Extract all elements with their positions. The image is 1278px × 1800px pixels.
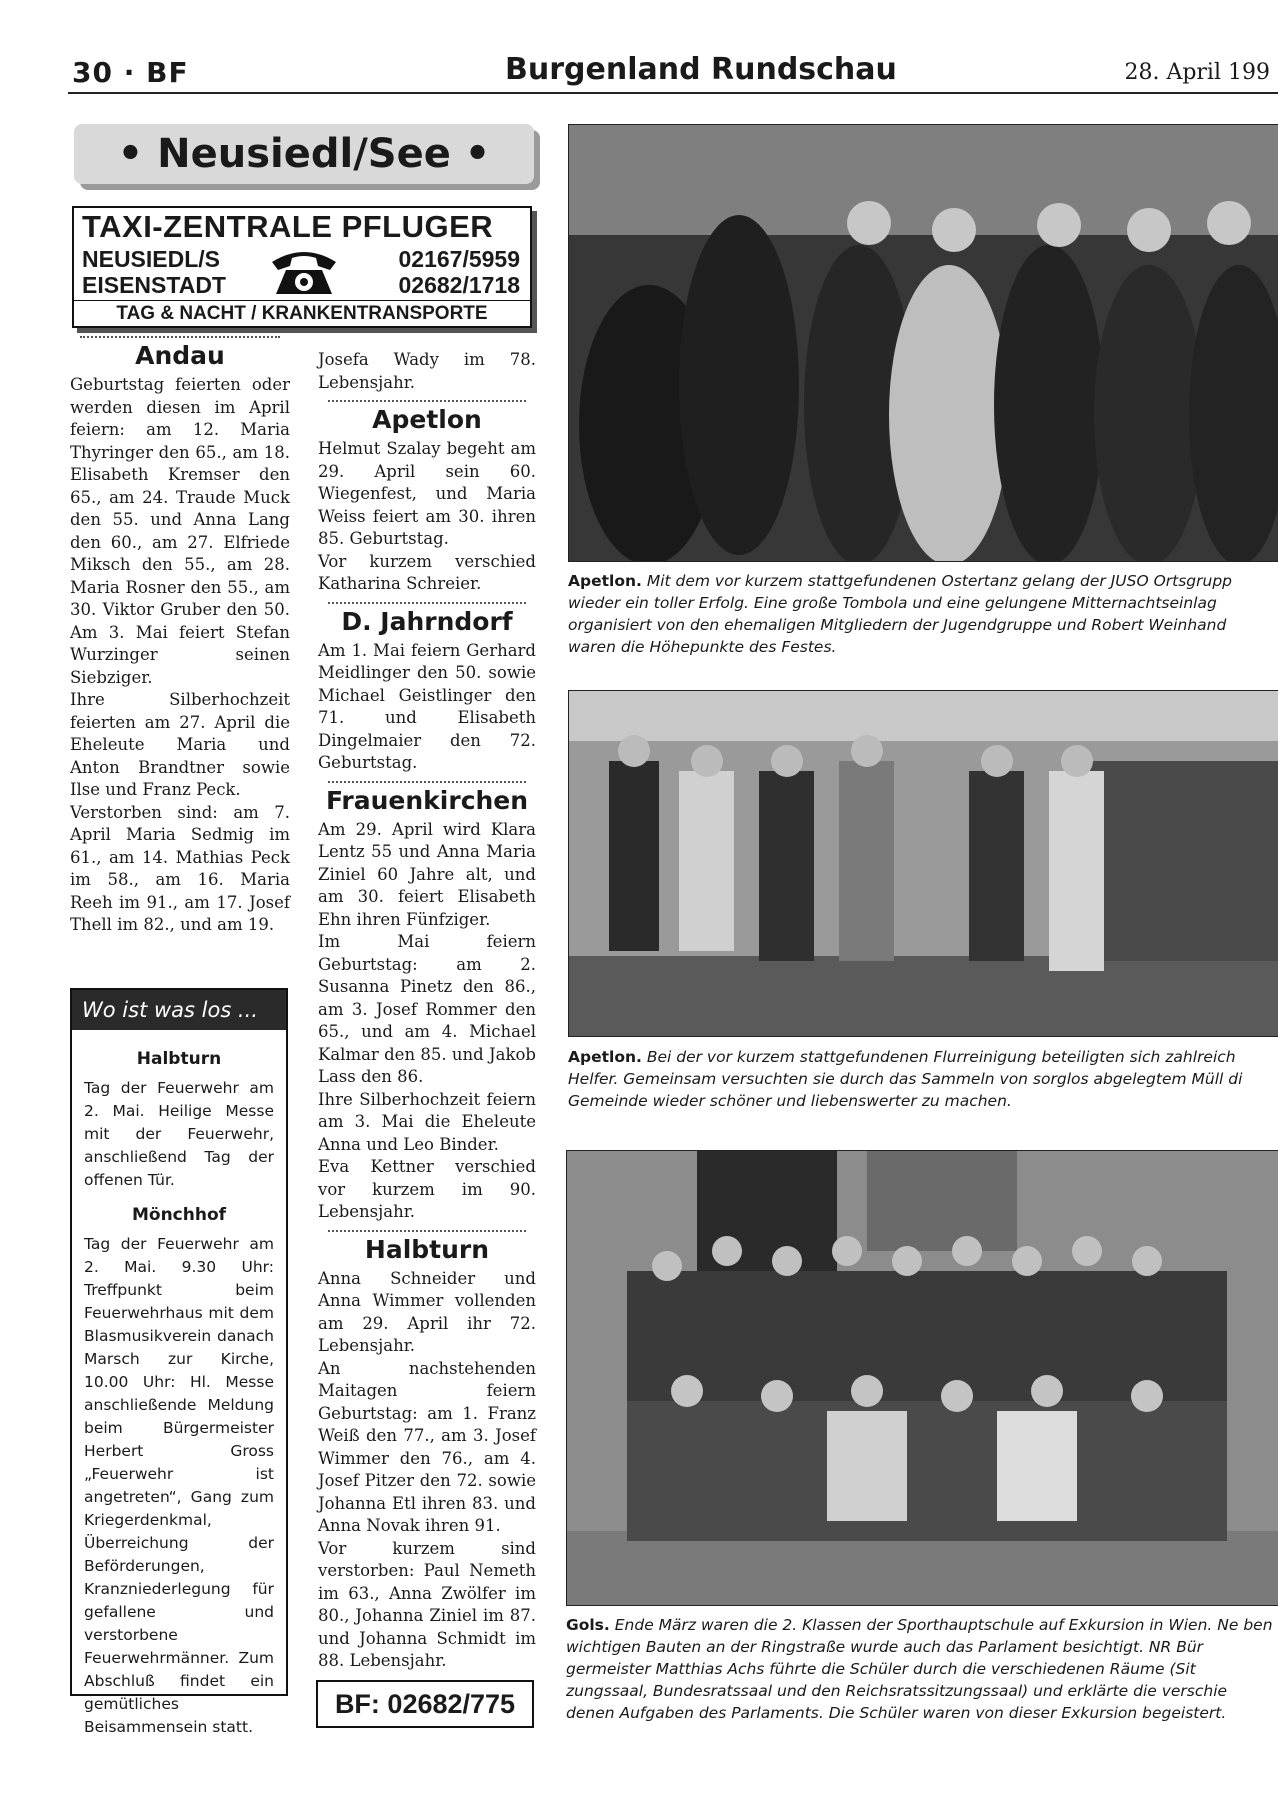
caption-1-text: Mit dem vor kurzem stattgefundenen Ostertanz gelang der JUSO Ortsgrupp wieder ein toller Erfolg. Eine große Tombola und eine gelungene Mitternachtseinlag organisiert von den ehemaligen Mitgliedern der Jugendgruppe und Robert Weinhand waren die Höhepunkte des Festes. [568,572,1233,656]
page-number: 30 · BF [72,56,189,89]
section-title-andau: Andau [135,341,225,370]
section-title-jahrndorf: D. Jahrndorf [341,606,513,636]
event-title-halbturn: Halbturn [136,1049,222,1069]
publication-title: Burgenland Rundschau [505,52,897,87]
caption-photo-3 [566,1614,1278,1724]
header-rule [68,92,1278,94]
divider [328,400,526,402]
taxi-advertisement [72,206,532,328]
taxi-place-2: EISENSTADT [82,272,226,298]
column-2 [318,349,536,1673]
column-andau [70,336,290,937]
event-title-moenchhof: Mönchhof [131,1205,227,1225]
events-heading: Wo ist was los ... [72,990,286,1030]
telephone-icon [268,246,340,296]
bf-phone-box: BF: 02682/775 [316,1680,534,1728]
frauenkirchen-birthdays: Am 29. April wird Klara Lentz 55 und Anna Maria Ziniel 60 Jahre alt, und am 30. feiert Elisabeth Ehn ihren Fünfziger. [318,819,536,929]
andau-deaths: Verstorben sind: am 7. April Maria Sedmig im 61., am 14. Mathias Peck im 58., am 16. Maria Reeh im 91., am 17. Josef Thell im 82., und am 19. [70,802,290,934]
andau-birthdays: Geburtstag feierten oder werden diesen im April feiern: am 12. Maria Thyringer den 65., am 18. Elisabeth Kremser den 65., am 24. Traude Muck den 55. und Anna Lang den 60., am 27. Elfriede Miksch den 55., am 28. Maria Rosner den 55., am 30. Viktor Gruber den 50. Am 3. Mai feiert Stefan Wurzinger seinen Siebziger. [70,375,290,687]
caption-2-text: Bei der vor kurzem stattgefundenen Flurreinigung beteiligten sich zahlreich Helfer. Gemeinsam versuchten sie durch das Sammeln von sorglos abgelegtem Müll di Gemeinde wieder schöner und liebenswerter zu machen. [568,1048,1243,1110]
caption-3-text: Ende März waren die 2. Klassen der Sporthauptschule auf Exkursion in Wien. Ne ben wichtigen Bauten an der Ringstraße wurde auch das Parlament besichtigt. NR Bür germeister Matthias Achs führte die Schüler durch die verschiedenen Räume (Sit zungssaal, Bundesratssaal und den Reichsratssitzungssaal) und erklärte die verschie denen Aufgaben des Parlaments. Die Schüler waren von dieser Exkursion begeistert. [566,1616,1273,1722]
taxi-place-1: NEUSIEDL/S [82,246,221,272]
halbturn-birthdays: Anna Schneider und Anna Wimmer vollenden am 29. April ihr 72. Lebensjahr. [318,1268,536,1355]
taxi-title: TAXI-ZENTRALE PFLUGER [82,209,494,244]
taxi-footer: TAG & NACHT / KRANKENTRANSPORTE [74,300,530,326]
region-banner: • Neusiedl/See • [74,124,534,184]
taxi-phone-1: 02167/5959 [398,246,520,272]
section-title-halbturn: Halbturn [364,1234,490,1264]
frauenkirchen-deaths: Eva Kettner verschied vor kurzem im 90. Lebensjahr. [318,1157,536,1221]
frauenkirchen-anniversary: Ihre Silberhochzeit feiern am 3. Mai die Eheleute Anna und Leo Binder. [318,1089,536,1154]
caption-2-place: Apetlon. [568,1048,642,1066]
events-box [70,988,288,1736]
photo-school-class [566,1150,1278,1606]
caption-1-place: Apetlon. [568,572,642,590]
caption-photo-1 [568,570,1278,658]
divider [80,336,280,338]
caption-3-place: Gols. [566,1616,610,1634]
andau-anniversary: Ihre Silberhochzeit feierten am 27. April die Eheleute Maria und Anton Brandtner sowie Ilse und Franz Peck. [70,690,290,799]
event-text-halbturn: Tag der Feuerwehr am 2. Mai. Heilige Messe mit der Feuerwehr, anschließend Tag der offenen Tür. [84,1079,274,1189]
divider [328,781,526,783]
taxi-phone-2: 02682/1718 [398,272,520,298]
divider [328,602,526,604]
photo-cleanup-helpers [568,690,1278,1037]
jahrndorf-birthdays: Am 1. Mai feiern Gerhard Meidlinger den 50. sowie Michael Geistlinger den 71. und Elisabeth Dingelmaier den 72. Geburtstag. [318,640,536,772]
issue-date: 28. April 199 [1124,60,1270,85]
section-title-frauenkirchen: Frauenkirchen [325,785,529,815]
continued-text: Josefa Wady im 78. Lebensjahr. [318,350,536,392]
halbturn-deaths: Vor kurzem sind verstorben: Paul Nemeth im 63., Anna Zwölfer im 80., Johanna Ziniel im 87. und Johanna Schmidt im 88. Lebensjahr. [318,1538,536,1670]
photo-nuns-choir [568,124,1278,562]
apetlon-deaths: Vor kurzem verschied Katharina Schreier. [318,551,536,593]
caption-photo-2 [568,1046,1278,1112]
halbturn-may: An nachstehenden Maitagen feiern Geburtstag: am 1. Franz Weiß den 77., am 3. Josef Wimmer den 76., am 4. Josef Pitzer den 72. sowie Johanna Etl ihren 83. und Anna Novak ihren 91. [318,1358,536,1535]
apetlon-birthdays: Helmut Szalay begeht am 29. April sein 60. Wiegenfest, und Maria Weiss feiert am 30. ihren 85. Geburtstag. [318,439,536,548]
event-text-moenchhof: Tag der Feuerwehr am 2. Mai. 9.30 Uhr: Treffpunkt beim Feuerwehrhaus mit dem Blasmusikverein danach Marsch zur Kirche, 10.00 Uhr: Hl. Messe anschließende Meldung beim Bürgermeister Herbert Gross „Feuerwehr ist angetreten“, Gang zum Kriegerdenkmal, Überreichung der Beförderungen, Kranzniederlegung für gefallene und verstorbene Feuerwehrmänner. Zum Abschluß findet ein gemütliches Beisammensein statt. [84,1235,274,1736]
frauenkirchen-may: Im Mai feiern Geburtstag: am 2. Susanna Pinetz den 86., am 3. Josef Rommer den 65., und am 4. Michael Kalmar den 85. und Jakob Lass den 86. [318,932,536,1086]
divider [328,1230,526,1232]
section-title-apetlon: Apetlon [372,405,482,434]
